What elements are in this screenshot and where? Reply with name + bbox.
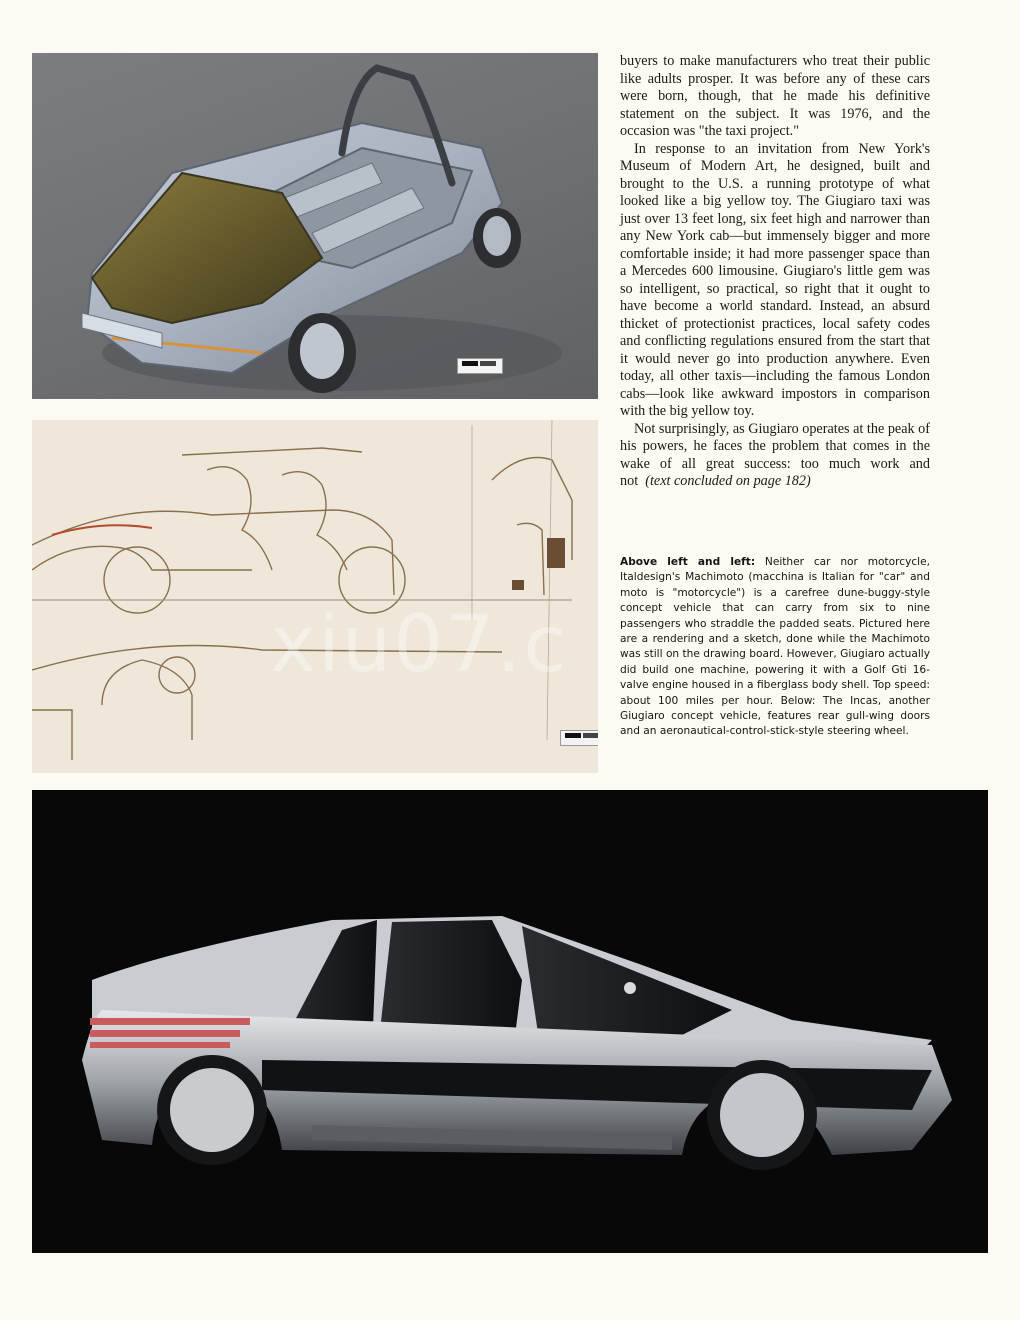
photo-credit-badge <box>457 358 503 374</box>
body-paragraph <box>620 421 930 491</box>
machimoto-rendering-illustration <box>32 53 598 399</box>
body-paragraph-text: Not surprisingly, as Giugiaro operates at the peak of his powers, he faces the problem that comes in the wake of all great success: too much work and not <box>620 420 930 489</box>
incas-car-photo <box>32 790 988 1253</box>
caption-lead: Above left and left: <box>620 556 756 568</box>
machimoto-rendering-photo <box>32 53 598 399</box>
body-paragraph: In response to an invitation from New York's Museum of Modern Art, he designed, built and brought to the U.S. a running prototype of what looked like a big yellow toy. The Giugiaro taxi was just over 13 feet long, six feet high and narrower than any New York cab—but immensely bigger and more comfortable inside; it had more passenger space than a Mercedes 600 limousine. Giugiaro's little gem was so intelligent, so practical, so right that it ought to have become a world standard. Instead, an absurd thicket of protectionist practices, local safety codes and conflicting regulations ensured from the start that it would never go into production anywhere. Even today, all other taxis—including the famous London cabs—look like awkward impostors in comparison with the big yellow toy. <box>620 140 930 419</box>
machimoto-sketch-illustration <box>32 420 598 773</box>
photo-caption <box>620 555 930 740</box>
article-body-text <box>620 53 930 491</box>
machimoto-sketch-photo <box>32 420 598 773</box>
continuation-note: (text concluded on page 182) <box>645 473 811 489</box>
photo-credit-badge <box>560 730 598 746</box>
watermark-text: xiu07.c <box>270 600 569 690</box>
caption-text: Neither car nor motorcycle, Italdesign's Machimoto (macchina is Italian for "car" and moto is "motorcycle") is a carefree dune-buggy-style concept vehicle that can carry from six to nine passengers who straddle the padded seats. Pictured here are a rendering and a sketch, done while the Machimoto was still on the drawing board. However, Giugiaro actually did build one machine, powering it with a Golf Gti 16-valve engine housed in a fiberglass body shell. Top speed: about 100 miles per hour. Below: The Incas, another Giugiaro concept vehicle, features rear gull-wing doors and an aeronautical-control-stick-style steering wheel. <box>620 556 930 738</box>
body-paragraph: buyers to make manufacturers who treat their public like adults prosper. It was before any of these cars were born, though, that he made his definitive statement on the subject. It was 1976, and the occasion was "the taxi project." <box>620 53 930 139</box>
incas-car-illustration <box>32 790 988 1253</box>
